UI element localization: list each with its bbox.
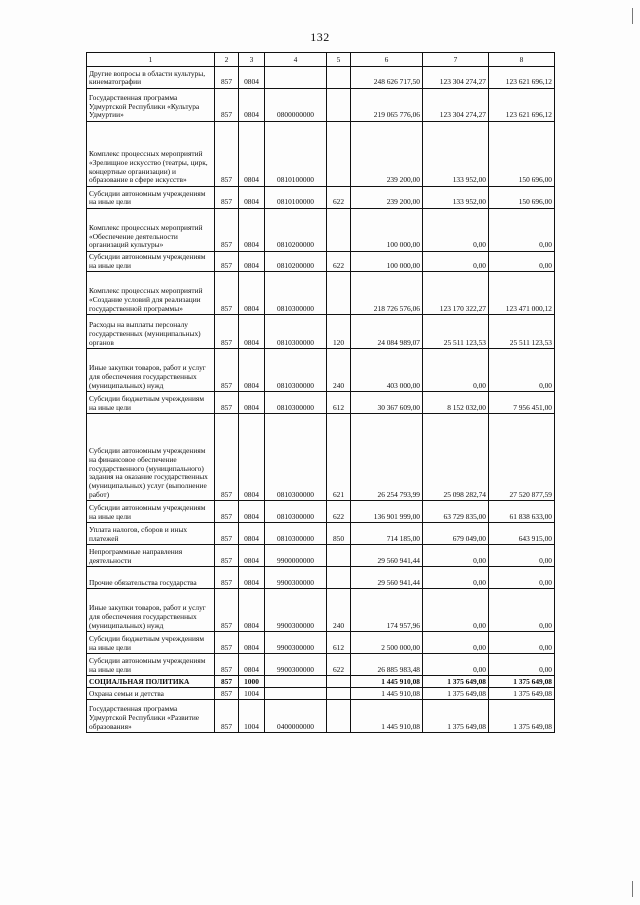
row-section-cell: 0804 — [239, 315, 265, 349]
row-section-cell: 0804 — [239, 654, 265, 676]
row-amount-year3-cell: 0,00 — [489, 252, 555, 272]
row-amount-year3-cell: 0,00 — [489, 567, 555, 589]
row-amount-year2-cell: 8 152 032,00 — [423, 392, 489, 414]
row-chapter-cell: 857 — [215, 392, 239, 414]
row-amount-year1-cell: 239 200,00 — [351, 122, 423, 187]
row-name-cell: Государственная программа Удмуртской Республики «Развитие образования» — [87, 700, 215, 733]
budget-table-container — [86, 52, 554, 733]
row-target-code-cell: 0810300000 — [265, 414, 327, 501]
row-target-code-cell: 9900300000 — [265, 632, 327, 654]
row-target-code-cell — [265, 676, 327, 688]
row-amount-year2-cell: 1 375 649,08 — [423, 700, 489, 733]
row-amount-year3-cell: 0,00 — [489, 632, 555, 654]
row-target-code-cell: 9900000000 — [265, 545, 327, 567]
row-expense-type-cell — [327, 122, 351, 187]
table-row — [87, 272, 555, 315]
row-amount-year3-cell: 1 375 649,08 — [489, 688, 555, 700]
table-row — [87, 688, 555, 700]
row-amount-year2-cell: 25 511 123,53 — [423, 315, 489, 349]
row-section-cell: 0804 — [239, 252, 265, 272]
budget-table-body — [87, 53, 555, 733]
row-expense-type-cell — [327, 209, 351, 252]
row-expense-type-cell: 612 — [327, 632, 351, 654]
column-header-5: 5 — [327, 53, 351, 67]
row-amount-year1-cell: 29 560 941,44 — [351, 545, 423, 567]
table-row — [87, 632, 555, 654]
row-expense-type-cell: 622 — [327, 187, 351, 209]
page-number: 132 — [310, 30, 330, 44]
row-expense-type-cell: 621 — [327, 414, 351, 501]
table-row — [87, 252, 555, 272]
row-amount-year3-cell: 27 520 877,59 — [489, 414, 555, 501]
row-amount-year1-cell: 2 500 000,00 — [351, 632, 423, 654]
row-chapter-cell: 857 — [215, 654, 239, 676]
row-amount-year3-cell: 25 511 123,53 — [489, 315, 555, 349]
row-section-cell: 0804 — [239, 187, 265, 209]
row-target-code-cell: 0810300000 — [265, 349, 327, 392]
row-amount-year3-cell: 7 956 451,00 — [489, 392, 555, 414]
row-amount-year3-cell: 150 696,00 — [489, 122, 555, 187]
row-amount-year2-cell: 133 952,00 — [423, 187, 489, 209]
row-chapter-cell: 857 — [215, 187, 239, 209]
row-amount-year1-cell: 100 000,00 — [351, 252, 423, 272]
row-amount-year1-cell: 1 445 910,08 — [351, 676, 423, 688]
row-chapter-cell: 857 — [215, 272, 239, 315]
row-section-cell: 0804 — [239, 523, 265, 545]
table-header-row — [87, 53, 555, 67]
row-amount-year3-cell: 1 375 649,08 — [489, 700, 555, 733]
table-row — [87, 523, 555, 545]
row-chapter-cell: 857 — [215, 501, 239, 523]
row-chapter-cell: 857 — [215, 700, 239, 733]
column-header-7: 7 — [423, 53, 489, 67]
row-expense-type-cell: 240 — [327, 349, 351, 392]
row-amount-year3-cell: 123 621 696,12 — [489, 67, 555, 89]
table-row — [87, 122, 555, 187]
row-chapter-cell: 857 — [215, 315, 239, 349]
row-expense-type-cell: 622 — [327, 501, 351, 523]
row-section-cell: 1004 — [239, 700, 265, 733]
row-amount-year3-cell: 61 838 633,00 — [489, 501, 555, 523]
row-amount-year2-cell: 679 049,00 — [423, 523, 489, 545]
row-amount-year1-cell: 219 065 776,06 — [351, 89, 423, 122]
row-amount-year1-cell: 239 200,00 — [351, 187, 423, 209]
row-amount-year1-cell: 714 185,00 — [351, 523, 423, 545]
row-expense-type-cell: 612 — [327, 392, 351, 414]
row-name-cell: Комплекс процессных мероприятий «Зрелищное искусство (театры, цирк, концертные организации) и образование в сфере искусств» — [87, 122, 215, 187]
row-name-cell: СОЦИАЛЬНАЯ ПОЛИТИКА — [87, 676, 215, 688]
row-expense-type-cell — [327, 688, 351, 700]
row-expense-type-cell: 850 — [327, 523, 351, 545]
row-target-code-cell: 0810300000 — [265, 501, 327, 523]
table-row — [87, 349, 555, 392]
row-chapter-cell: 857 — [215, 676, 239, 688]
row-amount-year3-cell: 0,00 — [489, 349, 555, 392]
row-target-code-cell: 0810300000 — [265, 272, 327, 315]
row-expense-type-cell — [327, 567, 351, 589]
row-name-cell: Субсидии автономным учреждениям на финансовое обеспечение государственного (муниципального) задания на оказание государственных (муниципальных) услуг (выполнение работ) — [87, 414, 215, 501]
row-name-cell: Иные закупки товаров, работ и услуг для обеспечения государственных (муниципальных) нужд — [87, 349, 215, 392]
row-amount-year1-cell: 30 367 609,00 — [351, 392, 423, 414]
table-row — [87, 67, 555, 89]
row-amount-year2-cell: 1 375 649,08 — [423, 688, 489, 700]
row-target-code-cell: 0810300000 — [265, 392, 327, 414]
row-amount-year3-cell: 150 696,00 — [489, 187, 555, 209]
row-section-cell: 0804 — [239, 89, 265, 122]
row-amount-year3-cell: 0,00 — [489, 589, 555, 632]
row-target-code-cell: 0810300000 — [265, 315, 327, 349]
row-expense-type-cell — [327, 545, 351, 567]
row-section-cell: 0804 — [239, 632, 265, 654]
row-expense-type-cell — [327, 89, 351, 122]
row-amount-year3-cell: 123 621 696,12 — [489, 89, 555, 122]
row-amount-year2-cell: 0,00 — [423, 252, 489, 272]
row-amount-year2-cell: 0,00 — [423, 589, 489, 632]
row-expense-type-cell: 120 — [327, 315, 351, 349]
row-section-cell: 0804 — [239, 501, 265, 523]
row-chapter-cell: 857 — [215, 523, 239, 545]
row-amount-year2-cell: 133 952,00 — [423, 122, 489, 187]
table-row — [87, 209, 555, 252]
row-section-cell: 0804 — [239, 122, 265, 187]
table-row — [87, 700, 555, 733]
row-name-cell: Субсидии автономным учреждениям на иные цели — [87, 654, 215, 676]
row-amount-year1-cell: 100 000,00 — [351, 209, 423, 252]
row-amount-year1-cell: 1 445 910,08 — [351, 688, 423, 700]
row-chapter-cell: 857 — [215, 688, 239, 700]
row-target-code-cell: 9900300000 — [265, 567, 327, 589]
row-target-code-cell — [265, 67, 327, 89]
row-name-cell: Расходы на выплаты персоналу государственных (муниципальных) органов — [87, 315, 215, 349]
row-amount-year3-cell: 643 915,00 — [489, 523, 555, 545]
table-row — [87, 676, 555, 688]
row-expense-type-cell — [327, 67, 351, 89]
row-amount-year2-cell: 123 170 322,27 — [423, 272, 489, 315]
row-chapter-cell: 857 — [215, 209, 239, 252]
row-name-cell: Уплата налогов, сборов и иных платежей — [87, 523, 215, 545]
row-chapter-cell: 857 — [215, 545, 239, 567]
row-name-cell: Непрограммные направления деятельности — [87, 545, 215, 567]
row-amount-year1-cell: 26 885 983,48 — [351, 654, 423, 676]
column-header-8: 8 — [489, 53, 555, 67]
row-amount-year3-cell: 0,00 — [489, 209, 555, 252]
row-amount-year2-cell: 25 098 282,74 — [423, 414, 489, 501]
row-amount-year2-cell: 0,00 — [423, 632, 489, 654]
row-target-code-cell: 0810100000 — [265, 187, 327, 209]
row-chapter-cell: 857 — [215, 589, 239, 632]
row-name-cell: Субсидии бюджетным учреждениям на иные цели — [87, 632, 215, 654]
row-section-cell: 0804 — [239, 349, 265, 392]
row-name-cell: Иные закупки товаров, работ и услуг для обеспечения государственных (муниципальных) нужд — [87, 589, 215, 632]
row-target-code-cell: 0810200000 — [265, 252, 327, 272]
row-amount-year1-cell: 403 000,00 — [351, 349, 423, 392]
table-row — [87, 89, 555, 122]
table-row — [87, 654, 555, 676]
table-row — [87, 567, 555, 589]
row-section-cell: 0804 — [239, 589, 265, 632]
row-target-code-cell: 0810300000 — [265, 523, 327, 545]
row-target-code-cell: 9900300000 — [265, 654, 327, 676]
row-section-cell: 0804 — [239, 67, 265, 89]
row-amount-year2-cell: 123 304 274,27 — [423, 89, 489, 122]
row-amount-year3-cell: 0,00 — [489, 654, 555, 676]
row-name-cell: Комплекс процессных мероприятий «Обеспечение деятельности организаций культуры» — [87, 209, 215, 252]
row-chapter-cell: 857 — [215, 67, 239, 89]
row-section-cell: 0804 — [239, 392, 265, 414]
row-name-cell: Прочие обязательства государства — [87, 567, 215, 589]
row-amount-year3-cell: 123 471 000,12 — [489, 272, 555, 315]
row-name-cell: Субсидии автономным учреждениям на иные цели — [87, 501, 215, 523]
row-amount-year1-cell: 26 254 793,99 — [351, 414, 423, 501]
row-amount-year1-cell: 29 560 941,44 — [351, 567, 423, 589]
table-row — [87, 392, 555, 414]
row-chapter-cell: 857 — [215, 122, 239, 187]
row-target-code-cell: 0400000000 — [265, 700, 327, 733]
row-target-code-cell: 0810100000 — [265, 122, 327, 187]
row-expense-type-cell — [327, 676, 351, 688]
row-amount-year2-cell: 0,00 — [423, 545, 489, 567]
row-name-cell: Государственная программа Удмуртской Республики «Культура Удмуртии» — [87, 89, 215, 122]
row-amount-year3-cell: 0,00 — [489, 545, 555, 567]
row-chapter-cell: 857 — [215, 252, 239, 272]
table-row — [87, 545, 555, 567]
table-row — [87, 187, 555, 209]
column-header-3: 3 — [239, 53, 265, 67]
row-section-cell: 0804 — [239, 209, 265, 252]
row-name-cell: Комплекс процессных мероприятий «Создание условий для реализации государственной программы» — [87, 272, 215, 315]
row-name-cell: Другие вопросы в области культуры, кинематографии — [87, 67, 215, 89]
row-amount-year1-cell: 136 901 999,00 — [351, 501, 423, 523]
row-amount-year2-cell: 0,00 — [423, 654, 489, 676]
row-amount-year2-cell: 0,00 — [423, 209, 489, 252]
row-amount-year3-cell: 1 375 649,08 — [489, 676, 555, 688]
row-section-cell: 0804 — [239, 272, 265, 315]
budget-table — [86, 52, 555, 733]
column-header-1: 1 — [87, 53, 215, 67]
row-chapter-cell: 857 — [215, 567, 239, 589]
row-amount-year1-cell: 1 445 910,08 — [351, 700, 423, 733]
row-amount-year1-cell: 248 626 717,50 — [351, 67, 423, 89]
row-amount-year2-cell: 1 375 649,08 — [423, 676, 489, 688]
column-header-6: 6 — [351, 53, 423, 67]
row-target-code-cell — [265, 688, 327, 700]
table-row — [87, 414, 555, 501]
row-target-code-cell: 9900300000 — [265, 589, 327, 632]
table-row — [87, 501, 555, 523]
row-section-cell: 1000 — [239, 676, 265, 688]
row-name-cell: Субсидии автономным учреждениям на иные цели — [87, 252, 215, 272]
row-expense-type-cell — [327, 272, 351, 315]
row-amount-year2-cell: 0,00 — [423, 567, 489, 589]
row-section-cell: 0804 — [239, 567, 265, 589]
row-amount-year2-cell: 0,00 — [423, 349, 489, 392]
row-chapter-cell: 857 — [215, 349, 239, 392]
row-amount-year1-cell: 218 726 576,06 — [351, 272, 423, 315]
row-expense-type-cell: 240 — [327, 589, 351, 632]
row-section-cell: 0804 — [239, 414, 265, 501]
row-name-cell: Охрана семьи и детства — [87, 688, 215, 700]
row-target-code-cell: 0810200000 — [265, 209, 327, 252]
row-amount-year1-cell: 174 957,96 — [351, 589, 423, 632]
column-header-2: 2 — [215, 53, 239, 67]
row-expense-type-cell: 622 — [327, 654, 351, 676]
table-row — [87, 315, 555, 349]
row-chapter-cell: 857 — [215, 89, 239, 122]
row-name-cell: Субсидии автономным учреждениям на иные цели — [87, 187, 215, 209]
row-amount-year2-cell: 123 304 274,27 — [423, 67, 489, 89]
row-section-cell: 0804 — [239, 545, 265, 567]
row-amount-year2-cell: 63 729 835,00 — [423, 501, 489, 523]
table-row — [87, 589, 555, 632]
column-header-4: 4 — [265, 53, 327, 67]
row-chapter-cell: 857 — [215, 414, 239, 501]
row-expense-type-cell — [327, 700, 351, 733]
row-amount-year1-cell: 24 084 989,07 — [351, 315, 423, 349]
row-expense-type-cell: 622 — [327, 252, 351, 272]
row-section-cell: 1004 — [239, 688, 265, 700]
row-chapter-cell: 857 — [215, 632, 239, 654]
row-target-code-cell: 0800000000 — [265, 89, 327, 122]
row-name-cell: Субсидии бюджетным учреждениям на иные цели — [87, 392, 215, 414]
